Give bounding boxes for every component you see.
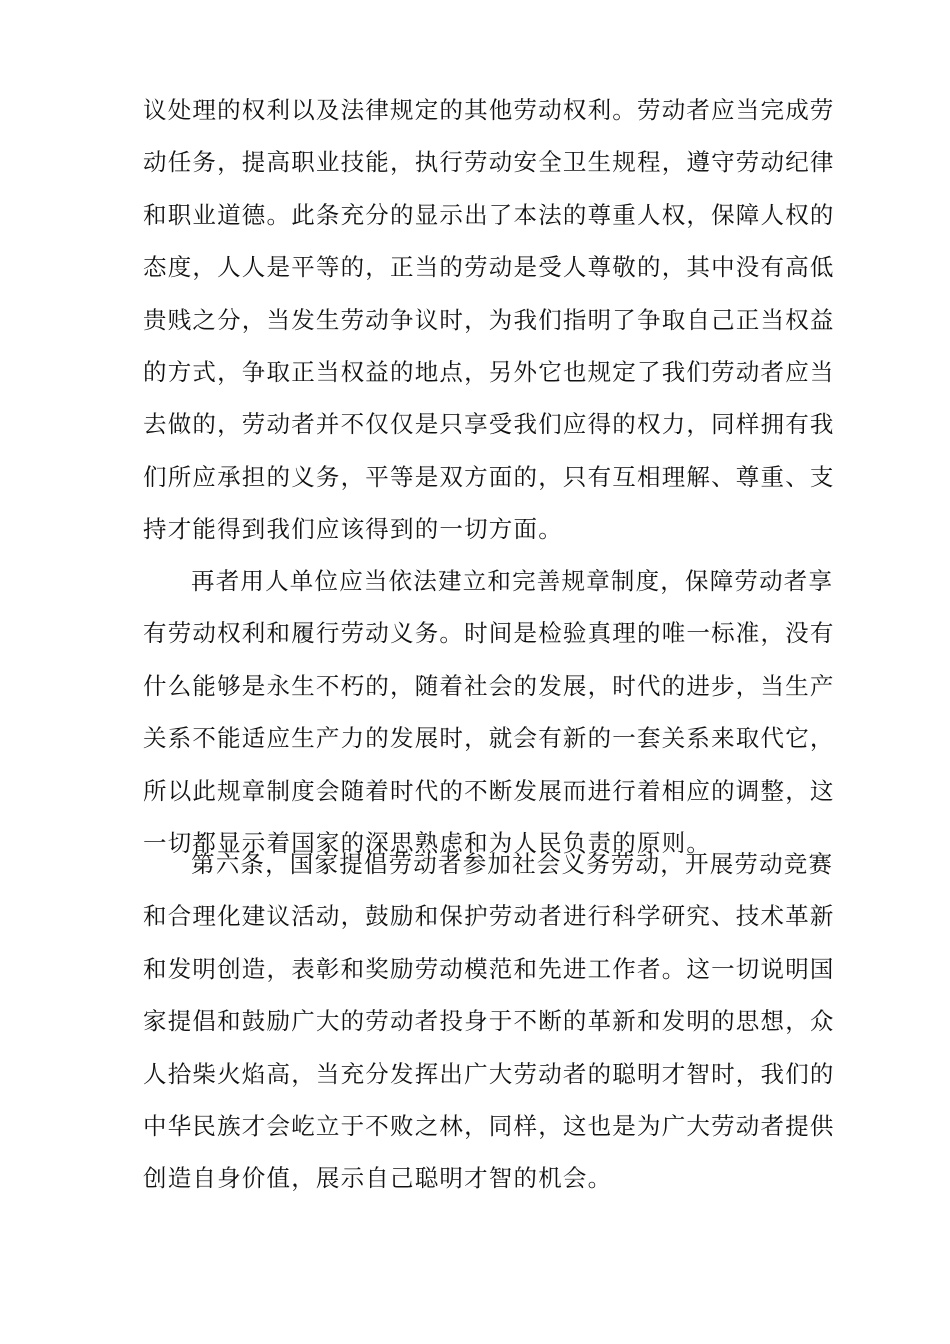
paragraph-labor-rights: [143, 84, 835, 556]
text-line: 和合理化建议活动，鼓励和保护劳动者进行科学研究、技术革新: [143, 902, 835, 931]
text-line: 创造自身价值，展示自己聪明才智的机会。: [143, 1164, 613, 1193]
text-line: 第六条，国家提倡劳动者参加社会义务劳动，开展劳动竞赛: [191, 850, 834, 878]
text-line: 去做的，劳动者并不仅仅是只享受我们应得的权力，同样拥有我: [143, 410, 835, 439]
text-line: 贵贱之分，当发生劳动争议时，为我们指明了争取自己正当权益: [143, 305, 835, 334]
text-line: 议处理的权利以及法律规定的其他劳动权利。劳动者应当完成劳: [143, 96, 835, 124]
text-line: 持才能得到我们应该得到的一切方面。: [143, 515, 563, 544]
text-line: 一切都显示着国家的深思熟虑和为人民负责的原则。: [143, 828, 712, 857]
text-line: 什么能够是永生不朽的，随着社会的发展，时代的进步，当生产: [143, 671, 835, 700]
text-line: 和发明创造，表彰和奖励劳动模范和先进工作者。这一切说明国: [143, 954, 835, 983]
text-line: 动任务，提高职业技能，执行劳动安全卫生规程，遵守劳动纪律: [143, 148, 835, 177]
text-line: 有劳动权利和履行劳动义务。时间是检验真理的唯一标准，没有: [143, 619, 835, 648]
paragraph-article-six: [143, 838, 835, 1205]
text-line: 们所应承担的义务，平等是双方面的，只有互相理解、尊重、支: [143, 462, 835, 491]
text-line: 和职业道德。此条充分的显示出了本法的尊重人权，保障人权的: [143, 200, 835, 229]
text-line: 所以此规章制度会随着时代的不断发展而进行着相应的调整，这: [143, 776, 835, 805]
text-line: 态度，人人是平等的，正当的劳动是受人尊敬的，其中没有高低: [143, 253, 835, 282]
paragraph-employer-rules: [143, 555, 835, 869]
text-line: 家提倡和鼓励广大的劳动者投身于不断的革新和发明的思想，众: [143, 1007, 835, 1036]
text-line: 的方式，争取正当权益的地点，另外它也规定了我们劳动者应当: [143, 357, 835, 386]
text-line: 中华民族才会屹立于不败之林，同样，这也是为广大劳动者提供: [143, 1111, 835, 1140]
text-line: 关系不能适应生产力的发展时，就会有新的一套关系来取代它，: [143, 724, 835, 753]
text-line: 人拾柴火焰高，当充分发挥出广大劳动者的聪明才智时，我们的: [143, 1059, 835, 1088]
text-line: 再者用人单位应当依法建立和完善规章制度，保障劳动者享: [191, 567, 834, 595]
